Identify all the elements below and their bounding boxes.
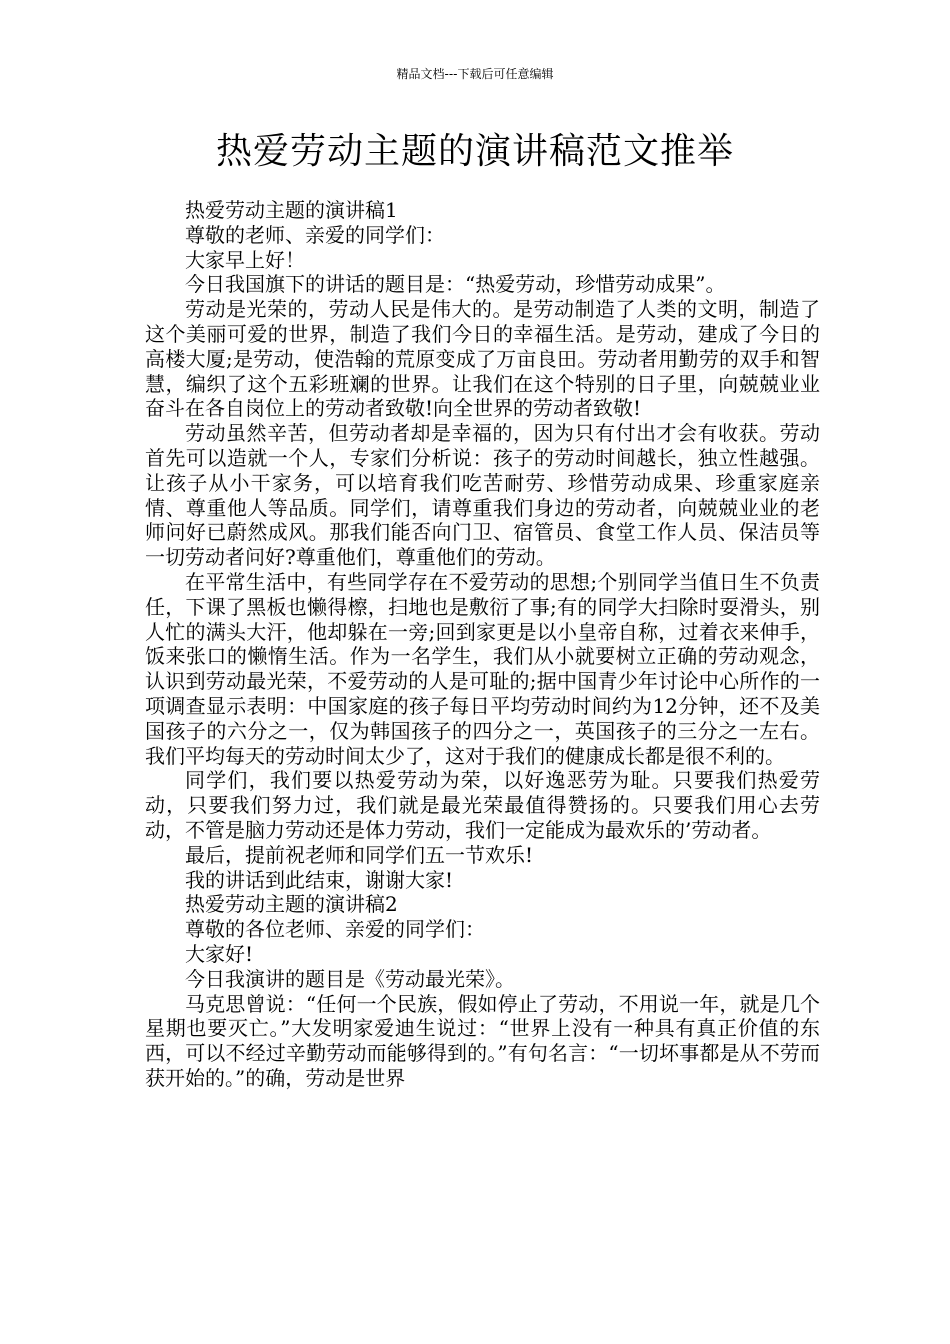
document-title: 热爱劳动主题的演讲稿范文推举	[215, 131, 734, 172]
paragraph: 尊敬的老师、亲爱的同学们：	[185, 222, 445, 247]
paragraph: 尊敬的各位老师、亲爱的同学们：	[185, 917, 485, 942]
paragraph: 热爱劳动主题的演讲稿2	[185, 892, 398, 917]
paragraph: 马克思曾说：“任何一个民族，假如停止了劳动，不用说一年，就是几个星期也要灭亡。”大发明家爱迪生说过：“世界上没有一种具有真正价值的东西，可以不经过辛勤劳动而能够得到的。”有句名言：“一切坏事都是从不劳而获开始的。”的确，劳动是世界	[145, 991, 820, 1090]
paragraph: 大家早上好！	[185, 247, 305, 272]
page-header-note: 精品文档---下载后可任意编辑	[396, 67, 554, 81]
paragraph: 大家好!	[185, 941, 254, 966]
paragraph: 同学们，我们要以热爱劳动为荣，以好逸恶劳为耻。只要我们热爱劳动，只要我们努力过，我们就是最光荣最值得赞扬的。只要我们用心去劳动，不管是脑力劳动还是体力劳动，我们一定能成为最欢乐的’劳动者。	[145, 768, 820, 842]
paragraph: 在平常生活中，有些同学存在不爱劳动的思想;个别同学当值日生不负责任，下课了黑板也懒得檫，扫地也是敷衍了事;有的同学大扫除时耍滑头，别人忙的满头大汗，他却躲在一旁;回到家更是以小皇帝自称，过着衣来伸手，饭来张口的懒惰生活。作为一名学生，我们从小就要树立正确的劳动观念，认识到劳动最光荣，不爱劳动的人是可耻的;据中国青少年讨论中心所作的一项调查显示表明：中国家庭的孩子每日平均劳动时间约为12分钟，还不及美国孩子的六分之一，仅为韩国孩子的四分之一，英国孩子的三分之一左右。我们平均每天的劳动时间太少了，这对于我们的健康成长都是很不利的。	[145, 569, 820, 768]
paragraph: 劳动虽然辛苦，但劳动者却是幸福的，因为只有付出才会有收获。劳动首先可以造就一个人，专家们分析说：孩子的劳动时间越长，独立性越强。让孩子从小干家务，可以培育我们吃苦耐劳、珍惜劳动成果、珍重家庭亲情、尊重他人等品质。同学们，请尊重我们身边的劳动者，向兢兢业业的老师问好已蔚然成风。那我们能否向门卫、宿管员、食堂工作人员、保洁员等一切劳动者问好?尊重他们，尊重他们的劳动。	[145, 421, 820, 570]
document-body	[145, 198, 820, 1091]
paragraph: 今日我演讲的题目是《劳动最光荣》。	[185, 966, 515, 991]
paragraph: 劳动是光荣的，劳动人民是伟大的。是劳动制造了人类的文明，制造了这个美丽可爱的世界，制造了我们今日的幸福生活。是劳动，建成了今日的高楼大厦;是劳动，使浩翰的荒原变成了万亩良田。劳动者用勤劳的双手和智慧，编织了这个五彩班斓的世界。让我们在这个特别的日子里，向兢兢业业奋斗在各自岗位上的劳动者致敬!向全世界的劳动者致敬!	[145, 297, 820, 421]
paragraph: 我的讲话到此结束，谢谢大家!	[185, 867, 454, 892]
paragraph: 最后，提前祝老师和同学们五一节欢乐!	[185, 842, 534, 867]
paragraph: 今日我国旗下的讲话的题目是：“热爱劳动，珍惜劳动成果”。	[185, 272, 726, 297]
paragraph: 热爱劳动主题的演讲稿1	[185, 198, 398, 222]
